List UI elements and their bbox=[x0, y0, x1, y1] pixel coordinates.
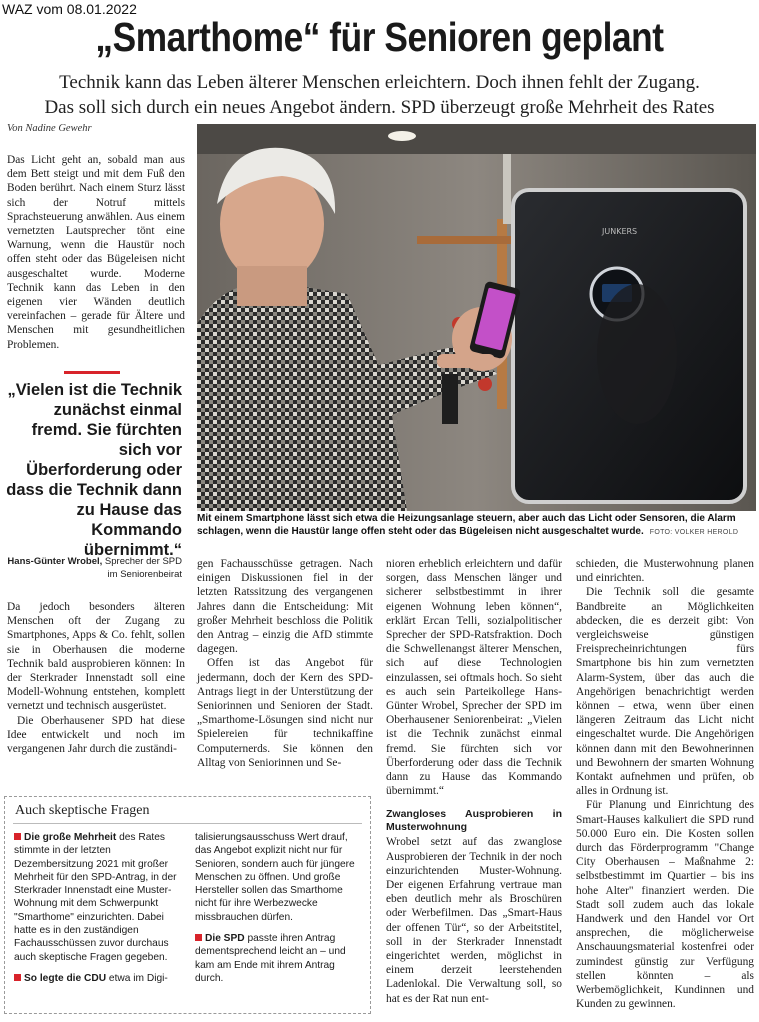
photo-credit: FOTO: VOLKER HEROLD bbox=[649, 529, 739, 536]
info-box-column-left bbox=[14, 831, 182, 993]
bullet-square-icon bbox=[14, 833, 21, 840]
photo-caption bbox=[197, 512, 756, 539]
intro-paragraph: Das Licht geht an, sobald man aus dem Bett steigt und mit dem Fuß den Boden berührt. Nach einem Sturz lässt sich der Notruf mittels Sprachsteuerung anwählen. Aus einem vernetzten Lautsprecher tönt eine Warnung, wenn die Haustür noch offen steht oder das Bügeleisen nicht ausgeschaltet wurde. Moderne Technik kann das Leben in den eigenen vier Wänden deutlich vereinfachen – gerade für Ältere und Menschen mit gesundheitlichen Problemen. bbox=[7, 154, 185, 351]
article-column-1 bbox=[7, 600, 185, 756]
subheadline bbox=[0, 70, 759, 120]
paragraph: Offen ist das Angebot für jedermann, doch der Kern des SPD-Antrags liegt in der Unterstützung der Seniorinnen und Senioren der Stadt. „Smarthome-Lösungen sind nicht nur Spielereien für technikaffine Computernerds. Sie können den Alltag von Seniorinnen und Se- bbox=[197, 657, 373, 769]
paragraph: Die Oberhausener SPD hat diese Idee entwickelt und noch im vergangenen Jahr durch die zuständi- bbox=[7, 714, 185, 756]
caption-text: Mit einem Smartphone lässt sich etwa die Heizungsanlage steuern, aber auch das Licht oder Sensoren, die Alarm schlagen, wenn die Haustür lange offen steht oder das Bügeleisen nicht ausgeschaltet wurde. bbox=[197, 513, 736, 537]
paragraph: schieden, die Musterwohnung planen und einrichten. bbox=[576, 558, 754, 585]
info-box bbox=[4, 796, 371, 1014]
bullet-square-icon bbox=[195, 934, 202, 941]
info-box-item: So legte die CDU etwa im Digi- bbox=[14, 972, 182, 985]
paragraph: Da jedoch besonders älteren Menschen oft der Zugang zu Smartphones, Apps & Co. fehlt, sollen sie in Oberhausen die moderne Technik bald ausprobieren können: In der Sterkrader Innenstadt soll eine Modell-Wohnung entstehen, komplett vernetzt und technisch ausgerüstet. bbox=[7, 601, 185, 713]
quote-role: Sprecher der SPD im Seniorenbeirat bbox=[104, 556, 182, 580]
article-column-3 bbox=[386, 557, 562, 1006]
photo-senior-with-smartphone bbox=[197, 124, 756, 511]
info-box-item: Die große Mehrheit des Rates stimmte in der letzten Dezembersitzung 2021 mit großer Mehrheit für den SPD-Antrag, in der Sterkrader Innenstadt eine Muster-Wohnung mit dem Schwerpunkt "Smarthome" einzurichten. Dabei hatte es in den zuständigen Fachausschüssen zuvor durchaus auch skeptische Fragen gegeben. bbox=[14, 832, 177, 963]
article-photo bbox=[197, 124, 756, 511]
info-box-divider bbox=[13, 823, 362, 824]
subheadline-line-1: Technik kann das Leben älterer Menschen erleichtern. Doch ihnen fehlt der Zugang. bbox=[59, 72, 700, 93]
info-box-item: talisierungsausschuss Wert drauf, das Angebot explizit nicht nur für Senioren, sondern auch für jüngere Menschen zu öffnen. Und große Hersteller sollen das Smarthome nicht für ihre Werbezwecke missbrauchen dürfen. bbox=[195, 832, 355, 923]
quote-attribution bbox=[4, 555, 182, 581]
paragraph: gen Fachausschüsse getragen. Nach einigen Diskussionen fiel in der letzten Ratssitzung des vergangenen Jahres dann die Entscheidung: Mit großer Mehrheit beschloss die Politik den Antrag – einzig die AfD stimmte dagegen. bbox=[197, 558, 373, 656]
headline: „Smarthome“ für Senioren geplant bbox=[95, 14, 664, 60]
quote-accent-bar bbox=[64, 371, 120, 374]
info-box-item: Die SPD passte ihren Antrag dementsprechend leicht an – und kam am Ende mit ihrem Antrag durch. bbox=[195, 933, 346, 984]
article-column-2 bbox=[197, 557, 373, 770]
boiler-brand-text: JUNKERS bbox=[602, 227, 638, 236]
section-subheading: Zwangloses Ausprobieren in Musterwohnung bbox=[386, 808, 562, 834]
bullet-square-icon bbox=[14, 974, 21, 981]
author-byline: Von Nadine Gewehr bbox=[7, 123, 92, 134]
pull-quote: „Vielen ist die Technik zunächst einmal fremd. Sie fürchten sich vor Überforderung oder dass die Technik dann zu Hause das Kommando übernimmt.“ bbox=[6, 381, 182, 559]
quote-name: Hans-Günter Wrobel, bbox=[7, 556, 103, 567]
subheadline-line-2: Das soll sich durch ein neues Angebot ändern. SPD überzeugt große Mehrheit des Rates bbox=[44, 97, 715, 118]
paragraph: Für Planung und Einrichtung des Smart-Hauses kalkuliert die SPD rund 50.000 Euro ein. Die Kosten sollen durch das Förderprogramm "Change City Oberhausen – Maßnahme 2: selbstbestimmt im Quartier – bis ins hohe Alter" finanziert werden. Die Stadt soll zudem auch das lokale Handwerk und den Handel vor Ort ansprechen, die möglicherweise Anschauungsmaterial kostenfrei oder zumindest günstig zur Verfügung stellen könnten – als Werbemöglichkeit, Kundinnen und Kunden zu gewinnen. bbox=[576, 799, 754, 1011]
info-box-column-right bbox=[195, 831, 363, 993]
paragraph: Die Technik soll die gesamte Bandbreite an Möglichkeiten abdecken, die es derzeit gibt: Von vergleichsweise günstigen Freisprecheinrichtungen fürs Smartphone bis hin zum vernetzten Alarm-System, über das auch die Angehörigen benachrichtigt werden können – etwa, wenn über einen längeren Zeitraum das Licht nicht eingeschaltet wurde. Die Angehörigen können dann mit den Bewohnerinnen und Bewohnern der smarten Wohnung Kontakt aufnehmen und prüfen, ob alles in Ordnung ist. bbox=[576, 586, 754, 798]
info-box-title: Auch skeptische Fragen bbox=[15, 803, 150, 818]
article-column-4 bbox=[576, 557, 754, 1012]
source-line: WAZ vom 08.01.2022 bbox=[2, 1, 137, 17]
paragraph: Wrobel setzt auf das zwanglose Ausprobieren der Technik in der noch einzurichtenden Muster-Wohnung. Der eigenen Erfahrung vertraue man eben deutlich mehr als Broschüren oder Werbefilmen. Das „Smart-Haus der offenen Tür“, so der Arbeitstitel, soll in der Sterkrader Innenstadt eingerichtet werden, möglichst in einem derzeit leerstehenden Ladenlokal. Die Verwaltung soll, so hat es der Rat nun ent- bbox=[386, 836, 562, 1005]
paragraph: nioren erheblich erleichtern und dafür sorgen, dass Menschen länger und sicherer selbstbestimmt in ihrer eigenen Wohnung leben können“, erklärt Ercan Telli, sozialpolitischer Sprecher der SPD-Ratsfraktion. Doch die Schwellenangst älterer Menschen, sich auf diese Technologien einzulassen, sei oftmals hoch. So sieht es auch sein Parteikollege Hans-Günter Wrobel, Sprecher der SPD im Oberhausener Seniorenbeirat: „Vielen ist die Technik zunächst einmal fremd. Sie fürchten sich vor Überforderung oder dass die Technik dann zu Hause das Kommando übernimmt.“ bbox=[386, 558, 562, 798]
